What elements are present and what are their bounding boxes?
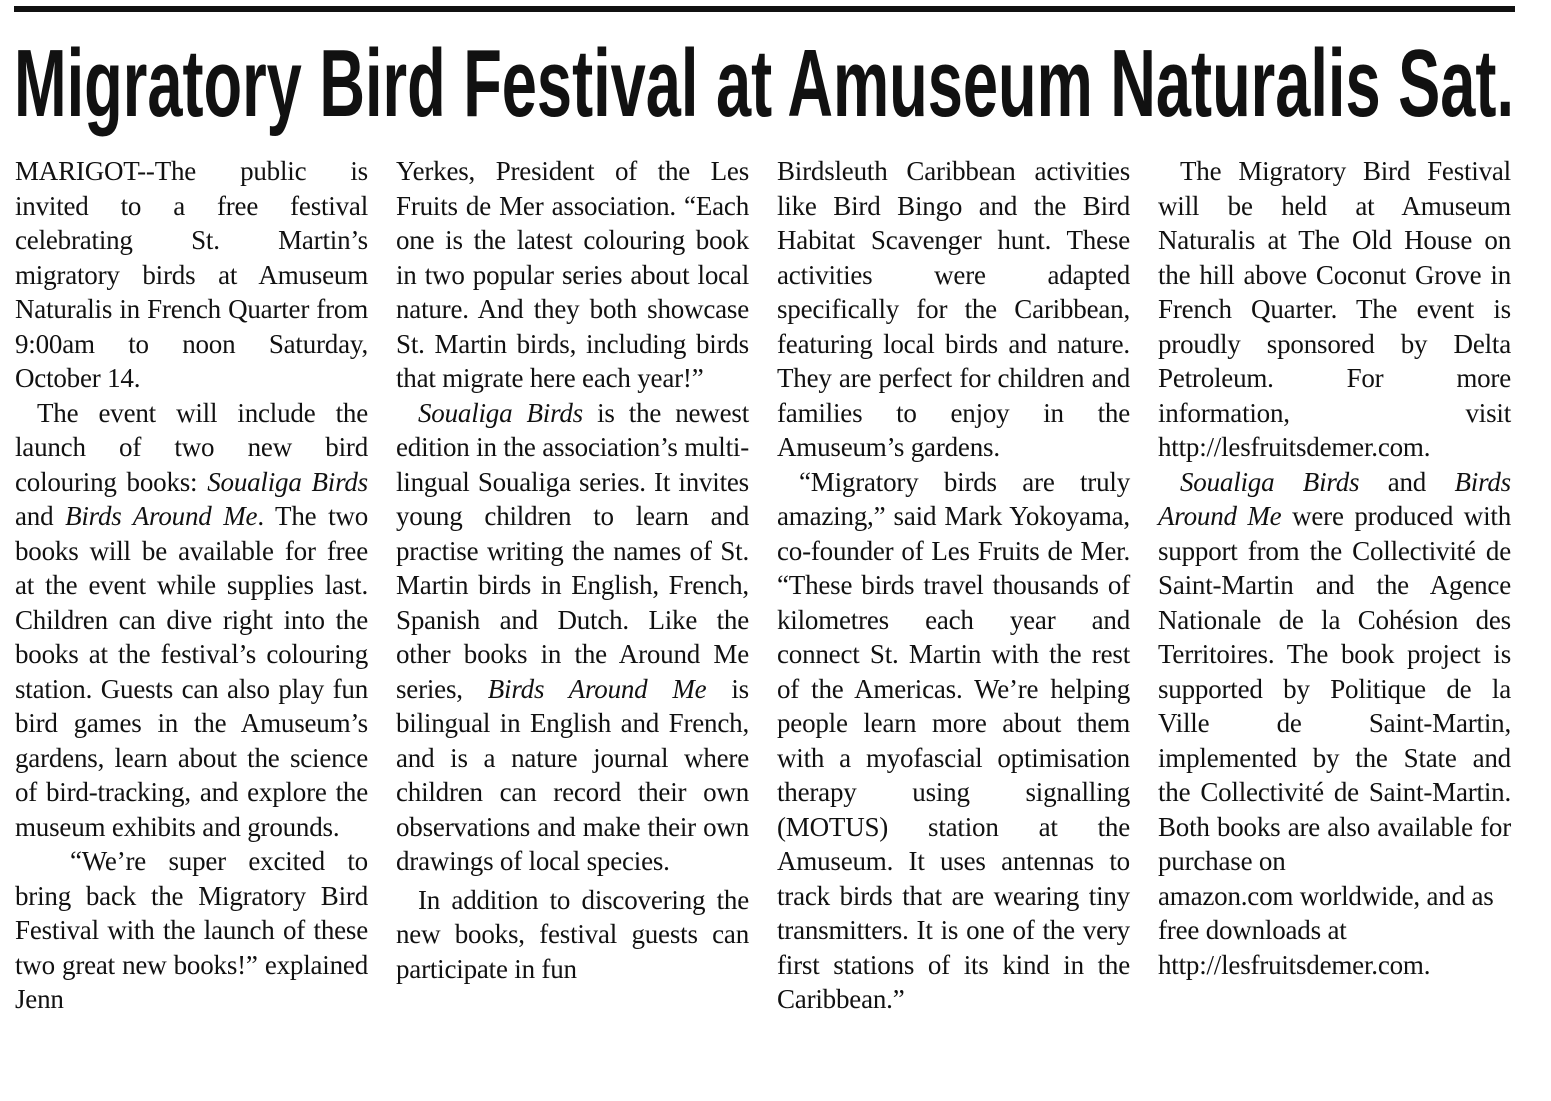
top-rule	[14, 6, 1515, 12]
text-run: The event will include the launch of two new bird colouring books:	[15, 397, 368, 497]
text-run: amazon.com worldwide, and as free downloads at http://lesfruitsdemer.com.	[1158, 880, 1494, 980]
text-run: were produced with support from the Collectivité de Saint-Martin and the Agence Nationale de la Cohésion des Territoires. The book project is supported by Politique de la Ville de Saint-Martin, implemented by the State and the Collectivité de Saint-Martin. Both books are also available for purchase on	[1158, 501, 1511, 876]
paragraph	[15, 844, 368, 1017]
paragraph	[1158, 465, 1511, 879]
headline	[14, 20, 1514, 146]
book-title: Birds Around Me	[1158, 466, 1511, 531]
book-title: Birds Around Me	[65, 501, 258, 531]
paragraph	[396, 154, 749, 396]
paragraph	[396, 396, 749, 879]
article-body	[15, 154, 1515, 1094]
text-run: Yerkes, President of the Les Fruits de Mer association. “Each one is the latest colouring book in two popular series about local nature. And they both showcase St. Martin birds, including birds that migrate here each year!”	[396, 156, 749, 393]
text-run: “We’re super excited to bring back the Migratory Bird Festival with the launch of these two great new books!” explained Jenn	[15, 846, 368, 1014]
column-3	[777, 154, 1130, 1017]
paragraph	[15, 396, 368, 845]
paragraph	[777, 465, 1130, 1017]
headline-svg	[14, 20, 1514, 146]
paragraph	[396, 883, 749, 987]
text-run: and	[15, 501, 66, 531]
book-title: Birds Around Me	[487, 673, 707, 704]
column-2	[396, 154, 749, 986]
book-title: Soualiga Birds	[418, 397, 583, 428]
text-run: . The two books will be available for free at the event while supplies last. Children can dive right into the books at the festival’s colouring station. Guests can also play fun bird games in the Amuseum’s gardens, learn about the science of bird-tracking, and explore the museum exhibits and grounds.	[15, 501, 368, 842]
book-title: Soualiga Birds	[1180, 466, 1360, 497]
text-run: Birdsleuth Caribbean activities like Bird Bingo and the Bird Habitat Scavenger hunt. These activities were adapted specifically for the Caribbean, featuring local birds and nature. They are perfect for children and families to enjoy in the Amuseum’s gardens.	[777, 156, 1130, 462]
text-run: In addition to discovering the new books, festival guests can participate in fun	[396, 884, 749, 984]
text-run: “Migratory birds are truly amazing,” said Mark Yokoyama, co-founder of Les Fruits de Mer. “These birds travel thousands of kilometres each year and connect St. Martin with the rest of the Americas. We’re helping people learn more about them with a myofascial optimisation therapy using signalling (MOTUS) station at the Amuseum. It uses antennas to track birds that are wearing tiny transmitters. It is one of the very first stations of its kind in the Caribbean.”	[777, 466, 1130, 1014]
book-title: Soualiga Birds	[207, 466, 368, 497]
headline-text: Migratory Bird Festival at Amuseum Naturalis Sat.	[14, 30, 1514, 137]
text-run: MARIGOT--The public is invited to a free festival celebrating St. Martin’s migratory birds at Amuseum Naturalis in French Quarter from 9:00am to noon Saturday, October 14.	[15, 156, 368, 393]
text-run: The Migratory Bird Festival will be held at Amuseum Naturalis at The Old House on the hill above Coconut Grove in French Quarter. The event is proudly sponsored by Delta Petroleum. For more information, visit http://lesfruitsdemer.com.	[1158, 156, 1511, 462]
paragraph	[1158, 879, 1511, 983]
column-4	[1158, 154, 1511, 982]
paragraph	[777, 154, 1130, 465]
text-run: and	[1359, 466, 1455, 497]
text-run: is the newest edition in the association’s multi-lingual Soualiga series. It invites young children to learn and practise writing the names of St. Martin birds in English, French, Spanish and Dutch. Like the other books in the Around Me series,	[396, 397, 750, 704]
paragraph	[15, 154, 368, 396]
text-run: is bilingual in English and French, and is a nature journal where children can record their own observations and make their own drawings of local species.	[396, 673, 749, 876]
paragraph	[1158, 154, 1511, 465]
column-1	[15, 154, 368, 1017]
